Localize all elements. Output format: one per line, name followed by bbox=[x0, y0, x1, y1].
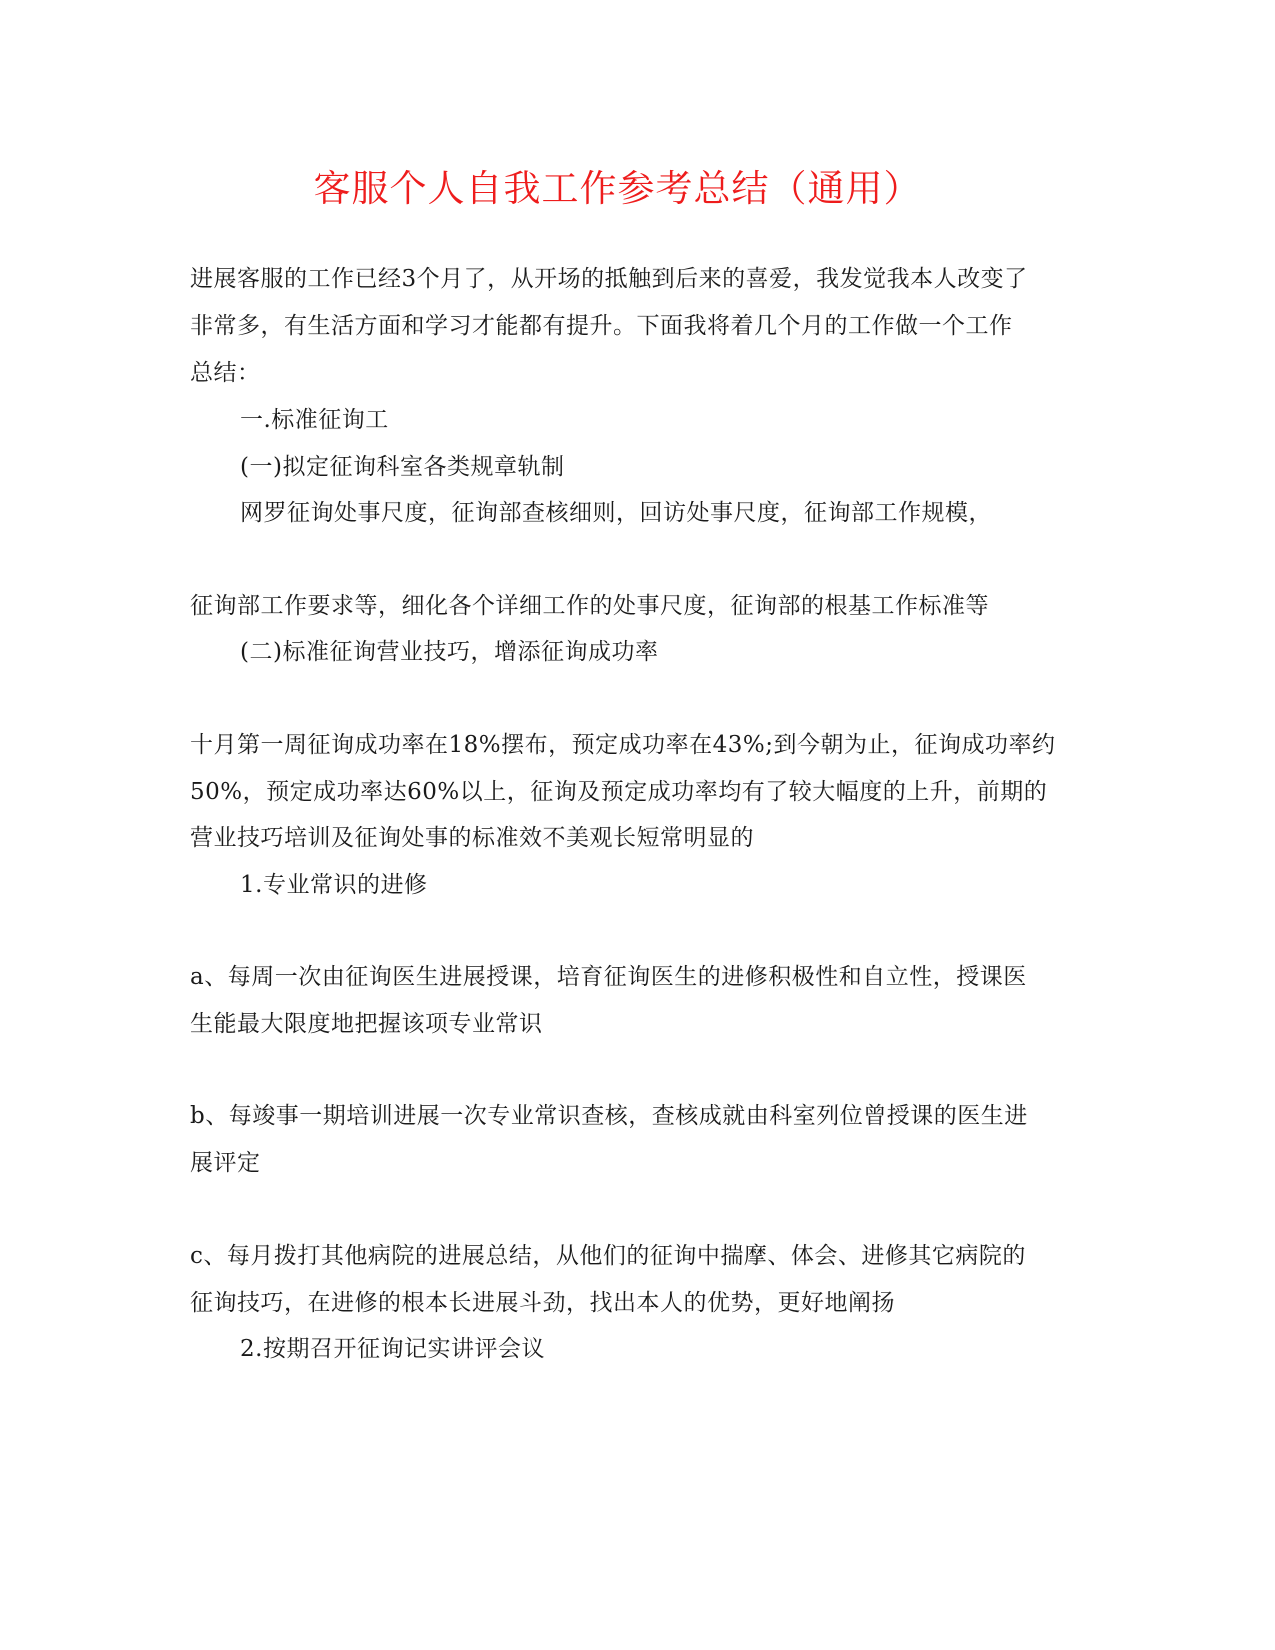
body-line: 非常多，有生活方面和学习才能都有提升。下面我将着几个月的工作做一个工作 bbox=[190, 313, 1013, 339]
body-line: 网罗征询处事尺度，征询部查核细则，回访处事尺度，征询部工作规模， bbox=[240, 500, 992, 526]
body-line: 50%，预定成功率达60%以上，征询及预定成功率均有了较大幅度的上升，前期的 bbox=[190, 779, 1048, 805]
body-line: 进展客服的工作已经3个月了，从开场的抵触到后来的喜爱，我发觉我本人改变了 bbox=[190, 266, 1028, 292]
list-item-continuation: 征询技巧，在进修的根本长进展斗劲，找出本人的优势，更好地阐扬 bbox=[190, 1290, 895, 1316]
subsection-heading: (一)拟定征询科室各类规章轨制 bbox=[240, 454, 565, 480]
section-heading: 一.标准征询工 bbox=[240, 407, 389, 433]
list-item: a、每周一次由征询医生进展授课，培育征询医生的进修积极性和自立性，授课医 bbox=[190, 964, 1027, 990]
list-item: c、每月拨打其他病院的进展总结，从他们的征询中揣摩、体会、进修其它病院的 bbox=[190, 1243, 1026, 1269]
body-line: 十月第一周征询成功率在18%摆布，预定成功率在43%;到今朝为止，征询成功率约 bbox=[190, 732, 1056, 758]
body-line: 征询部工作要求等，细化各个详细工作的处事尺度，征询部的根基工作标准等 bbox=[190, 593, 989, 619]
list-item-continuation: 展评定 bbox=[190, 1150, 261, 1176]
numbered-heading: 1.专业常识的进修 bbox=[240, 872, 428, 898]
subsection-heading: (二)标准征询营业技巧，增添征询成功率 bbox=[240, 639, 659, 665]
body-line: 总结： bbox=[190, 360, 261, 386]
list-item-continuation: 生能最大限度地把握该项专业常识 bbox=[190, 1011, 543, 1037]
body-line: 营业技巧培训及征询处事的标准效不美观长短常明显的 bbox=[190, 825, 754, 851]
document-title: 客服个人自我工作参考总结（通用） bbox=[313, 167, 922, 210]
numbered-heading: 2.按期召开征询记实讲评会议 bbox=[240, 1336, 545, 1362]
list-item: b、每竣事一期培训进展一次专业常识查核，查核成就由科室列位曾授课的医生进 bbox=[190, 1103, 1028, 1129]
